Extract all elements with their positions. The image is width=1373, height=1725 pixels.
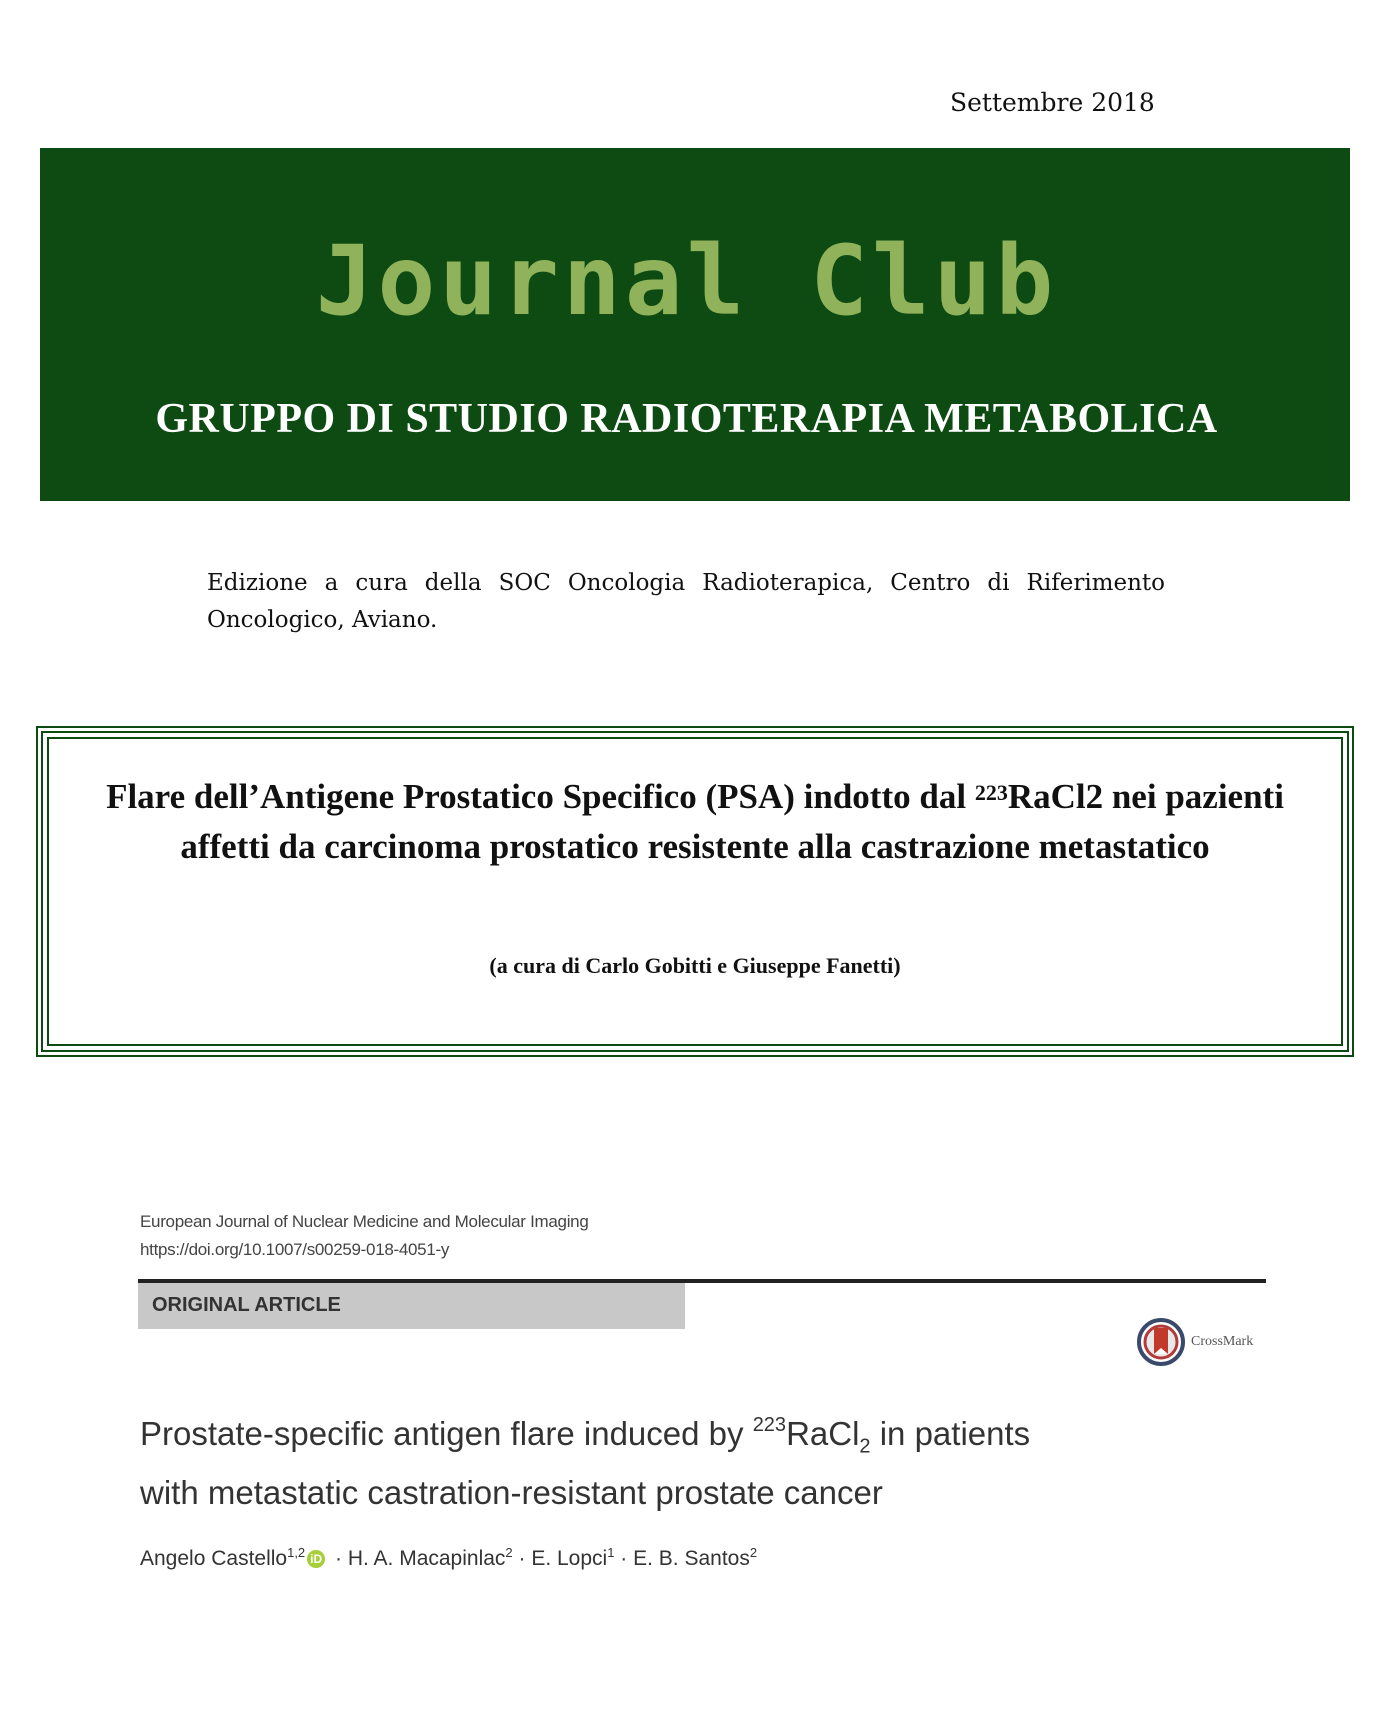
article-type-bar xyxy=(138,1283,685,1329)
article-type-label: ORIGINAL ARTICLE xyxy=(152,1294,341,1316)
paper-title-line2: with metastatic castration-resistant prostate cancer xyxy=(140,1473,883,1511)
curators-line: (a cura di Carlo Gobitti e Giuseppe Fanetti) xyxy=(489,953,901,978)
banner-title: Journal Club xyxy=(315,225,1058,337)
author-affiliation: 1,2 xyxy=(287,1545,306,1560)
paper-title-sup: 223 xyxy=(752,1414,787,1436)
paper-title-sub: 2 xyxy=(859,1435,871,1458)
author-affiliation: 2 xyxy=(749,1545,758,1560)
crossmark-label: CrossMark xyxy=(1191,1334,1254,1349)
author-list: Angelo Castello$^{1,2}$ iD · H. A. Macapinlac$^2$ · E. Lopci$^1$ · E. B. Santos$^2$ xyxy=(140,1545,758,1570)
paper-title-prefix: Prostate-specific antigen flare induced by xyxy=(140,1415,753,1452)
author-affiliation: 2 xyxy=(505,1545,513,1560)
crossmark-icon xyxy=(1136,1317,1186,1367)
article-title-part1: Flare dell’Antigene Prostatico Specifico (PSA) indotto dal xyxy=(106,777,975,816)
author-affiliation: 1 xyxy=(607,1545,615,1560)
doi-link[interactable]: https://doi.org/10.1007/s00259-018-4051-y xyxy=(140,1240,450,1259)
article-title-italian xyxy=(60,772,1330,872)
paper-title-suffix: in patients xyxy=(870,1415,1031,1452)
edition-note: Edizione a cura della SOC Oncologia Radioterapica, Centro di Riferimento Oncologico, Aviano. xyxy=(207,570,1165,633)
paper-header-snippet xyxy=(138,1200,1268,1580)
article-title-superscript: 223 xyxy=(974,780,1008,805)
paper-title xyxy=(140,1405,1140,1515)
crossmark-badge[interactable] xyxy=(1136,1312,1276,1372)
article-title-part2: RaCl2 nei pazienti affetti da carcinoma prostatico resistente alla castrazione metastatico xyxy=(180,777,1284,866)
author-name: E. B. Santos xyxy=(633,1547,750,1570)
publication-date: Settembre 2018 xyxy=(950,88,1155,117)
banner-subtitle: GRUPPO DI STUDIO RADIOTERAPIA METABOLICA xyxy=(155,396,1218,442)
author-name: Angelo Castello xyxy=(140,1547,288,1570)
author-name: H. A. Macapinlac xyxy=(347,1547,506,1570)
author-name: E. Lopci xyxy=(531,1547,608,1570)
orcid-icon[interactable]: iD xyxy=(307,1550,325,1568)
paper-title-compound: RaCl xyxy=(786,1415,860,1452)
journal-name: European Journal of Nuclear Medicine and Molecular Imaging xyxy=(140,1212,589,1231)
